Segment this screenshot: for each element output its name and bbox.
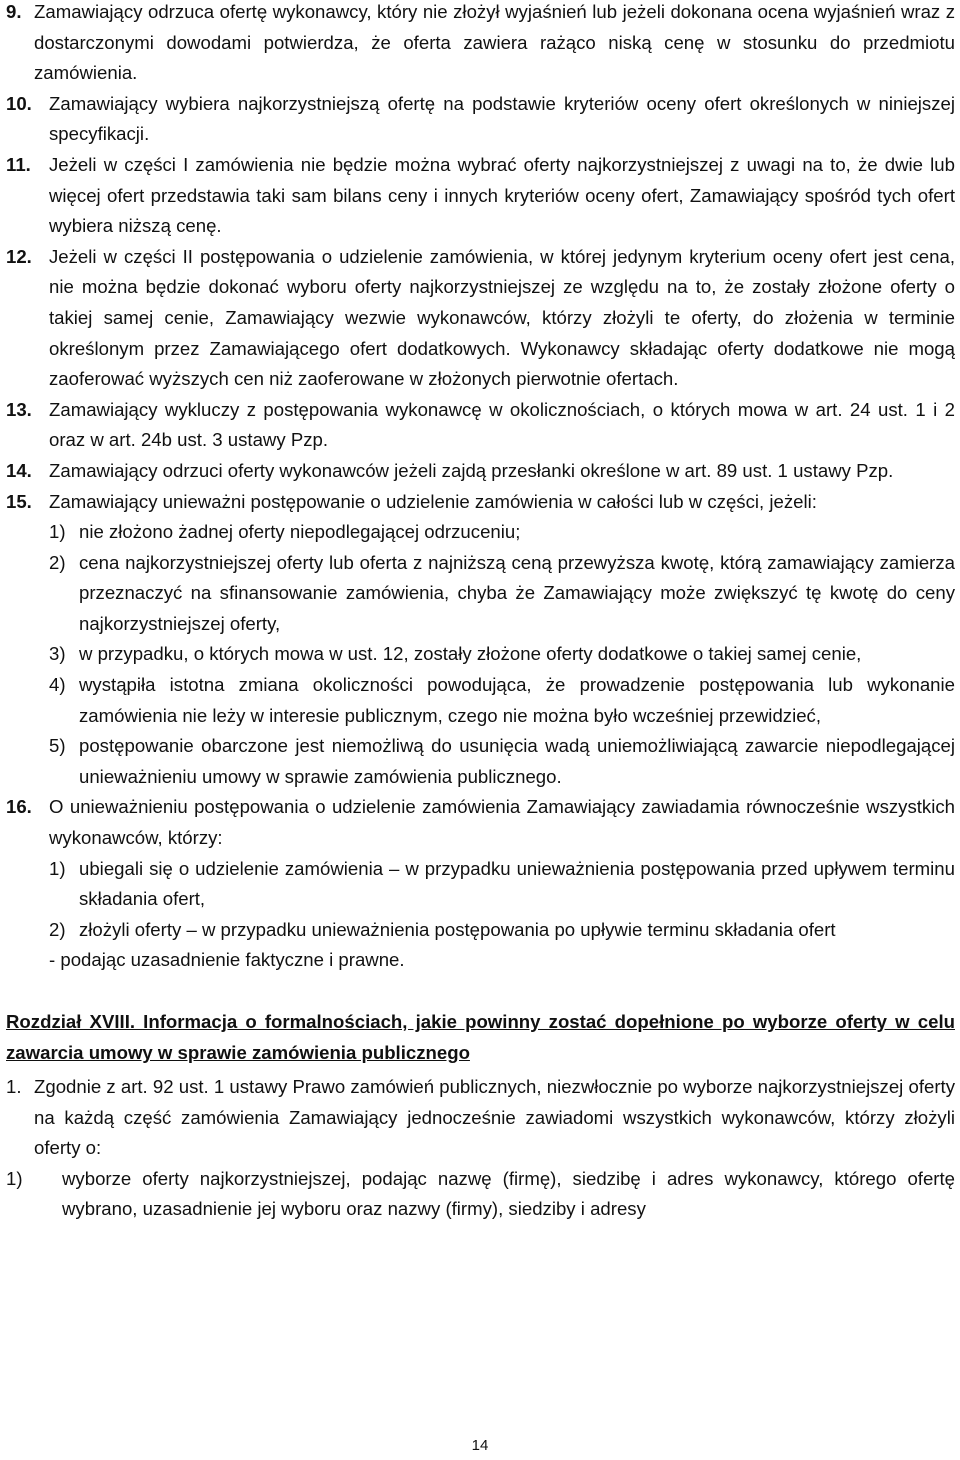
list-item-11 [6, 150, 955, 242]
sub-item-text: wyborze oferty najkorzystniejszej, podając nazwę (firmę), siedzibę i adres wykonawcy, którego ofertę wybrano, uzasadnienie jej wyboru oraz nazwy (firmy), siedziby i adresy [62, 1167, 955, 1220]
item-text: Jeżeli w części I zamówienia nie będzie można wybrać oferty najkorzystniejszej z uwagi na to, że dwie lub więcej ofert przedstawia taki sam bilans ceny i innych kryteriów oceny ofert, Zamawiający spośród tych ofert wybiera niższą cenę. [49, 153, 955, 237]
list-item-12 [6, 242, 955, 395]
item-text: Zamawiający wykluczy z postępowania wykonawcę w okolicznościach, o których mowa w art. 24 ust. 1 i 2 oraz w art. 24b ust. 3 ustawy Pzp. [49, 398, 955, 451]
sub-item-text: w przypadku, o których mowa w ust. 12, zostały złożone oferty dodatkowe o takiej samej cenie, [79, 643, 862, 665]
item-16-closing-line: - podając uzasadnienie faktyczne i prawne. [49, 949, 405, 971]
sub-item-16-1 [49, 854, 955, 915]
sub-item-16-2 [49, 915, 955, 946]
sub-item-label: 2) [49, 918, 66, 940]
sub-item-label: 3) [49, 643, 66, 665]
item-number: 11. [6, 153, 31, 175]
page-number: 14 [471, 1437, 489, 1454]
sub-item-label: 1) [49, 521, 66, 543]
item-number: 15. [6, 490, 32, 512]
sub-item-15-1 [49, 517, 955, 548]
sub-item-text: cena najkorzystniejszej oferty lub oferta z najniższą ceną przewyższa kwotę, którą zamawiający zamierza przeznaczyć na sfinansowanie zamówienia, chyba że Zamawiający może zwiększyć tę kwotę do ceny najkorzystniejszej oferty, [79, 551, 955, 634]
item-text: Zamawiający odrzuci oferty wykonawców jeżeli zajdą przesłanki określone w art. 89 ust. 1 ustawy Pzp. [49, 459, 894, 481]
sub-item-15-4 [49, 670, 955, 731]
list-item-10 [6, 89, 955, 150]
item-text: Zamawiający unieważni postępowanie o udzielenie zamówienia w całości lub w części, jeżeli: [49, 490, 817, 512]
sub-item-label: 1) [49, 857, 66, 879]
sub-item-text: postępowanie obarczone jest niemożliwą do usunięcia wadą uniemożliwiającą zawarcie niepodlegającej unieważnieniu umowy w sprawie zamówienia publicznego. [79, 735, 955, 787]
item-text: O unieważnieniu postępowania o udzielenie zamówienia Zamawiający zawiadamia równocześnie wszystkich wykonawców, którzy: [49, 796, 955, 849]
chapter-list-item-1 [6, 1072, 955, 1164]
sub-item-text: złożyli oferty – w przypadku unieważnienia postępowania po upływie terminu składania ofert [79, 918, 836, 940]
item-text: Zamawiający wybiera najkorzystniejszą ofertę na podstawie kryteriów oceny ofert określonych w niniejszej specyfikacji. [49, 92, 955, 145]
list-item-13 [6, 395, 955, 456]
item-text: Zamawiający odrzuca ofertę wykonawcy, który nie złożył wyjaśnień lub jeżeli dokonana ocena wyjaśnień wraz z dostarczonymi dowodami potwierdza, że oferta zawiera rażąco niską cenę w stosunku do przedmiotu zamówienia. [34, 1, 955, 84]
sub-item-text: ubiegali się o udzielenie zamówienia – w przypadku unieważnienia postępowania przed upływem terminu składania ofert, [79, 857, 955, 910]
sub-item-15-5 [49, 731, 955, 792]
list-item-14 [6, 456, 955, 487]
item-number: 13. [6, 398, 32, 420]
sub-item-label: 1) [6, 1167, 23, 1189]
item-number: 16. [6, 796, 32, 818]
sub-item-label: 4) [49, 674, 66, 696]
item-number: 10. [6, 92, 32, 114]
item-number: 9. [6, 1, 22, 22]
sub-item-text: wystąpiła istotna zmiana okoliczności powodująca, że prowadzenie postępowania lub wykonanie zamówienia nie leży w interesie publicznym, czego nie można było wcześniej przewidzieć, [79, 674, 955, 726]
page-content [6, 0, 955, 1225]
item-number: 12. [6, 245, 32, 267]
chapter-heading: Rozdział XVIII. Informacja o formalnościach, jakie powinny zostać dopełnione po wyborze oferty w celu zawarcia umowy w sprawie zamówienia publicznego [6, 1011, 955, 1063]
sub-item-15-3 [49, 639, 955, 670]
list-item-15 [6, 487, 955, 518]
sub-item-15-2 [49, 548, 955, 640]
sub-item-label: 2) [49, 551, 66, 573]
item-text: Jeżeli w części II postępowania o udzielenie zamówienia, w której jedynym kryterium oceny ofert jest cena, nie można będzie dokonać wyboru oferty najkorzystniejszej ze względu na to, że zostały złożone oferty o takiej samej cenie, Zamawiający wezwie wykonawców, którzy złożyli te oferty, do złożenia w terminie określonym przez Zamawiającego ofert dodatkowych. Wykonawcy składając oferty dodatkowe nie mogą zaoferować wyższych cen niż zaoferowane w złożonych pierwotnie ofertach. [49, 245, 955, 390]
item-number: 1. [6, 1076, 22, 1097]
item-text: Zgodnie z art. 92 ust. 1 ustawy Prawo zamówień publicznych, niezwłocznie po wyborze najkorzystniejszej oferty na każdą część zamówienia Zamawiający jednocześnie zawiadomi wszystkich wykonawców, którzy złożyli oferty o: [34, 1076, 955, 1159]
sub-item-label: 5) [49, 735, 66, 757]
item-number: 14. [6, 459, 32, 481]
list-item-9 [6, 0, 955, 89]
chapter-sub-item-1 [6, 1164, 955, 1225]
list-item-16 [6, 792, 955, 853]
sub-item-text: nie złożono żadnej oferty niepodlegającej odrzuceniu; [79, 521, 521, 543]
